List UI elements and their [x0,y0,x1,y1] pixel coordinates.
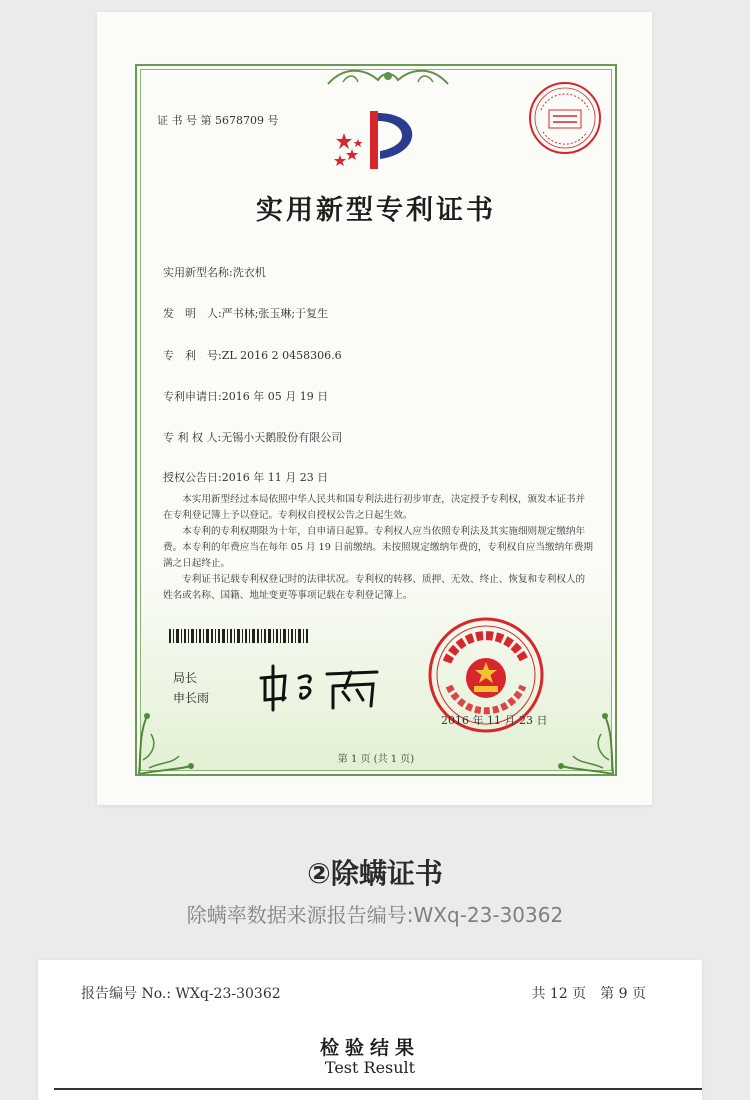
field-patentee [163,429,342,445]
field-label: 实用新型名称: [163,266,233,279]
field-label: 专 利 号: [163,349,222,362]
test-report [38,960,702,1100]
section-subtitle: 除螨率数据来源报告编号:WXq-23-30362 [186,903,564,927]
field-value: 严书林;张玉琳;于复生 [221,307,329,320]
certificate-body [163,492,593,604]
report-title-cn: 检验结果 [319,1037,420,1059]
body-paragraph: 本专利的专利权期限为十年，自申请日起算。专利权人应当依照专利法及其实施细则规定缴纳年费。本专利的年费应当在每年 05 月 19 日前缴纳。未按照规定缴纳年费的，专利权自应当缴纳年费期满之日起终止。 [163,526,593,569]
field-label: 专利申请日: [163,390,222,403]
field-patent-number [163,347,342,363]
corner-ornament-icon [135,704,195,776]
body-paragraph: 专利证书记载专利权登记时的法律状况。专利权的转移、质押、无效、终止、恢复和专利权人的姓名或名称、国籍、地址变更等事项记载在专利登记簿上。 [163,574,586,601]
barcode-icon [169,629,309,643]
field-grant-date [163,469,328,485]
corner-ornament-icon [557,704,617,776]
patent-certificate [97,12,652,805]
certificate-title: 实用新型专利证书 [256,195,496,226]
field-label: 发 明 人: [163,307,222,320]
report-page-count: 共 12 页 第 9 页 [531,986,646,1002]
field-value: 洗衣机 [232,266,266,279]
chief-title: 局长 [173,671,198,685]
seal-date: 2016 年 11 月 23 日 [441,714,548,727]
field-label: 授权公告日: [163,471,222,484]
report-number: 报告编号 No.: WXq-23-30362 [81,986,281,1002]
floral-ornament-icon [323,64,453,92]
field-label: 专 利 权 人: [163,431,222,444]
agency-seal-icon [527,80,603,156]
field-value: ZL 2016 2 0458306.6 [221,349,342,362]
field-utility-name [163,264,266,280]
signature-icon [255,660,385,712]
patent-office-logo-icon [332,103,422,173]
field-application-date [163,388,328,404]
field-value: 无锡小天鹅股份有限公司 [221,431,343,444]
body-paragraph: 本实用新型经过本局依照中华人民共和国专利法进行初步审查，决定授予专利权，颁发本证书并在专利登记簿上予以登记。专利权自授权公告之日起生效。 [163,494,586,521]
report-title-en: Test Result [324,1058,416,1077]
section-title: ②除螨证书 [307,857,443,890]
certificate-number: 证 书 号 第 5678709 号 [157,114,279,127]
certificate-frame [135,64,617,776]
field-value: 2016 年 05 月 19 日 [221,390,329,403]
divider [54,1088,702,1090]
field-inventor [163,305,328,321]
chief-name: 申长雨 [173,691,210,705]
field-value: 2016 年 11 月 23 日 [221,471,329,484]
page-number: 第 1 页 (共 1 页) [337,754,415,765]
